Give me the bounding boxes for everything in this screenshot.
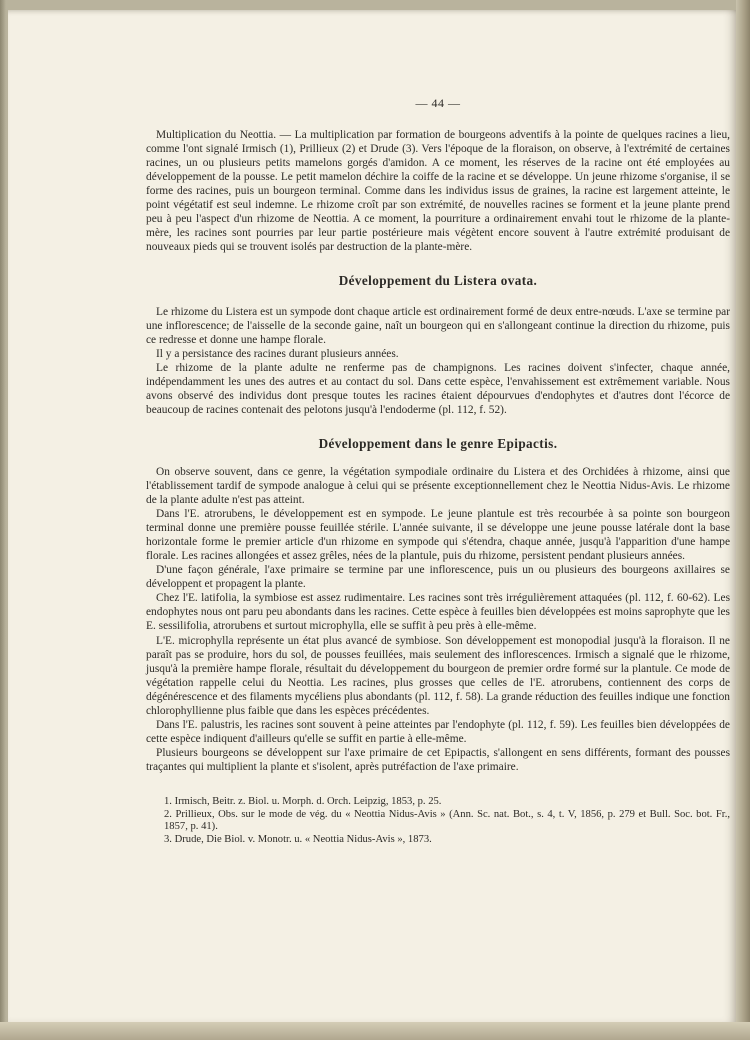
epipactis-paragraph-5: L'E. microphylla représente un état plus avancé de symbiose. Son développement est monopodial jusqu'à la floraison. Il ne paraît pas se produire, hors du sol, de pousses feuillées, mais seulement des inflorescences. Irmisch a signalé que le rhizome, jusqu'à la première hampe florale, résultait du développement du bourgeon de premier ordre formé sur la plantule. Ce mode de végétation rappelle celui du Neottia. Les racines, plus grosses que celles de l'E. atrorubens, contiennent des corps de dégénérescence et des filaments mycéliens plus abondants (pl. 112, f. 58). La grande réduction des feuilles indique une fonction chlorophyllienne plus faible que dans les espèces précédentes.	[146, 634, 730, 717]
epipactis-paragraph-3: D'une façon générale, l'axe primaire se termine par une inflorescence, puis un ou plusieurs des bourgeons axillaires se développent et propagent la plante.	[146, 564, 730, 591]
footnote-1: 1. Irmisch, Beitr. z. Biol. u. Morph. d. Orch. Leipzig, 1853, p. 25.	[164, 795, 442, 807]
listera-paragraph-3: Le rhizome de la plante adulte ne renferme pas de champignons. Les racines doivent s'infecter, chaque année, indépendamment les unes des autres et au contact du sol. Dans cette espèce, l'envahissement est extrêmement variable. Nous avons observé des individus dont presque toutes les racines étaient dépourvues d'endophytes et d'autres dont l'écorce de beaucoup de racines contenait des pelotons jusqu'à l'endoderme (pl. 112, f. 52).	[146, 361, 730, 416]
listera-paragraph-1: Le rhizome du Listera est un sympode dont chaque article est ordinairement formé de deux entre-nœuds. L'axe se termine par une inflorescence; de l'aisselle de la seconde gaine, naît un bourgeon qui en s'allongeant continue la direction du rhizome, puis ce redresse et donne une hampe florale.	[146, 305, 730, 346]
footnote-2: 2. Prillieux, Obs. sur le mode de vég. du « Neottia Nidus-Avis » (Ann. Sc. nat. Bot., s. 4, t. V, 1856, p. 279 et Bull. Soc. bot. Fr., 1857, p. 41).	[164, 808, 730, 833]
epipactis-paragraph-7: Plusieurs bourgeons se développent sur l'axe primaire de cet Epipactis, s'allongent en sens différents, formant des pousses traçantes qui multiplient la plante et s'isolent, après putréfaction de l'axe primaire.	[146, 746, 730, 773]
book-bottom-edge	[0, 1022, 750, 1040]
epipactis-paragraph-2: Dans l'E. atrorubens, le développement est en sympode. Le jeune plantule est très recourbée à sa pointe son bourgeon terminal donne une première pousse feuillée stérile. L'année suivante, il se développe une jeune pousse latérale dont la base horizontale forme le premier article d'un rhizome en sympode qui s'étendra, chaque année, jusqu'à l'apparition d'une hampe florale. Les racines allongées et assez grêles, nées de la plantule, puis du rhizome, persistent pendant plusieurs années.	[146, 508, 730, 563]
listera-paragraph-2: Il y a persistance des racines durant plusieurs années.	[156, 347, 399, 360]
intro-paragraph: Multiplication du Neottia. — La multiplication par formation de bourgeons adventifs à la pointe de quelques racines a lieu, comme l'ont signalé Irmisch (1), Prillieux (2) et Drude (3). Vers l'époque de la floraison, on observe, à l'extrémité de certaines racines, un ou plusieurs petits mamelons gorgés d'amidon. A ce moment, les réserves de la racine ont été employées au développement de la pousse. Le petit mamelon déchire la coiffe de la racine et se développe. Un jeune rhizome s'organise, il se forme des racines, puis un bourgeon terminal. Comme dans les individus issus de graines, la racine est largement atteinte, le point végétatif est seul indemne. Le rhizome croît par son extrémité, de nouvelles racines se forment et la jeune plante prend peu à peu l'aspect d'un rhizome de Neottia. A ce moment, la pourriture a ordinairement envahi tout le rhizome de la plante-mère, les racines sont pourries par leur partie postérieure mais végètent encore souvent à l'autre extrémité produisant de nouveaux pieds qui se trouvent isolés par destruction de la plante-mère.	[146, 129, 730, 254]
footnotes	[146, 796, 730, 846]
epipactis-paragraph-6: Dans l'E. palustris, les racines sont souvent à peine atteintes par l'endophyte (pl. 112, f. 59). Les feuilles bien développées de cette espèce indiquent d'ailleurs qu'elle se suffit en partie à elle-même.	[146, 718, 730, 745]
epipactis-paragraph-4: Chez l'E. latifolia, la symbiose est assez rudimentaire. Les racines sont très irrégulièrement attaquées (pl. 112, f. 60-62). Les endophytes nous ont paru peu abondants dans les racines. Cette espèce à feuilles bien développées est moins saprophyte que les E. sessilifolia, atrorubens et surtout microphylla, elle se suffit à peu près à elle-même.	[146, 592, 730, 633]
footnote-3: 3. Drude, Die Biol. v. Monotr. u. « Neottia Nidus-Avis », 1873.	[164, 833, 432, 845]
section-heading-epipactis: Développement dans le genre Epipactis.	[318, 435, 558, 451]
epipactis-paragraph-1: On observe souvent, dans ce genre, la végétation sympodiale ordinaire du Listera et des Orchidées à rhizome, ainsi que l'établissement tardif de sympode analogue à celui qui se présente exceptionnellement chez le Neottia Nidus-Avis. Le rhizome de la plante adulte n'est pas atteint.	[146, 465, 730, 507]
section-heading-listera: Développement du Listera ovata.	[338, 273, 538, 289]
page-number: — 44 —	[415, 96, 461, 110]
page-content	[146, 96, 730, 846]
book-right-edge	[736, 0, 750, 1040]
